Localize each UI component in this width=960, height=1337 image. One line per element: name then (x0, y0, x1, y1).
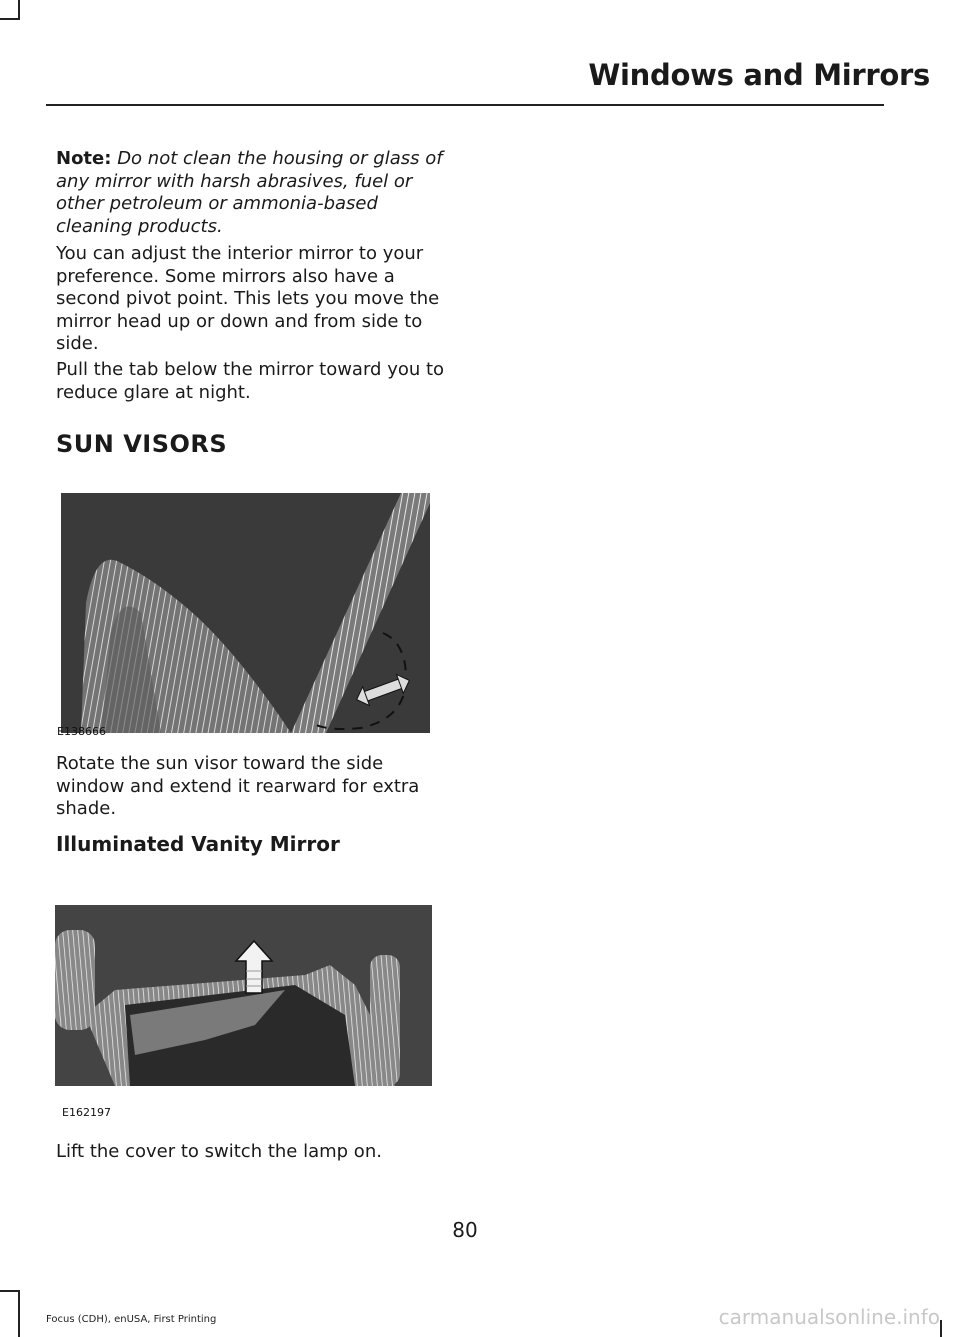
adjust-paragraph (56, 243, 451, 356)
tab-text: Pull the tab below the mirror toward you to reduce glare at night. (56, 359, 445, 403)
note-paragraph (56, 148, 451, 238)
tab-paragraph (56, 359, 451, 404)
crop-mark-top-left-v (18, 0, 20, 20)
lift-text: Lift the cover to switch the lamp on. (56, 1141, 382, 1162)
sun-visor-drawing (61, 493, 430, 733)
watermark-url: carmanualsonline.info (718, 1305, 940, 1329)
rotate-text: Rotate the sun visor toward the side window and extend it rearward for extra shade. (56, 753, 420, 820)
page-number: 80 (452, 1218, 478, 1242)
edition-info: Focus (CDH), enUSA, First Printing (46, 1314, 217, 1325)
adjust-text: You can adjust the interior mirror to your preference. Some mirrors also have a second pivot point. This lets you move the mirror head up or down and from side to side. (56, 243, 440, 355)
vanity-mirror-illustration (55, 905, 432, 1086)
figure1-code: E138666 (57, 725, 106, 738)
lift-paragraph (56, 1141, 451, 1164)
note-text: Do not clean the housing or glass of any mirror with harsh abrasives, fuel or other petroleum or ammonia-based cleaning products. (56, 148, 443, 237)
sun-visor-illustration (61, 493, 430, 733)
crop-mark-bottom-left-h (0, 1290, 20, 1292)
rotate-paragraph (56, 753, 451, 821)
header-divider (46, 104, 884, 106)
figure2-code: E162197 (62, 1106, 111, 1119)
crop-mark-bottom-right-v (940, 1320, 942, 1337)
crop-mark-top-left-h (0, 18, 20, 20)
section-heading-sun-visors: SUN VISORS (56, 430, 228, 458)
note-label: Note: (56, 148, 112, 169)
vanity-mirror-drawing (55, 905, 432, 1086)
page-header-title: Windows and Mirrors (588, 58, 930, 92)
section-heading-vanity-mirror: Illuminated Vanity Mirror (56, 832, 340, 856)
crop-mark-bottom-left-v (18, 1290, 20, 1337)
